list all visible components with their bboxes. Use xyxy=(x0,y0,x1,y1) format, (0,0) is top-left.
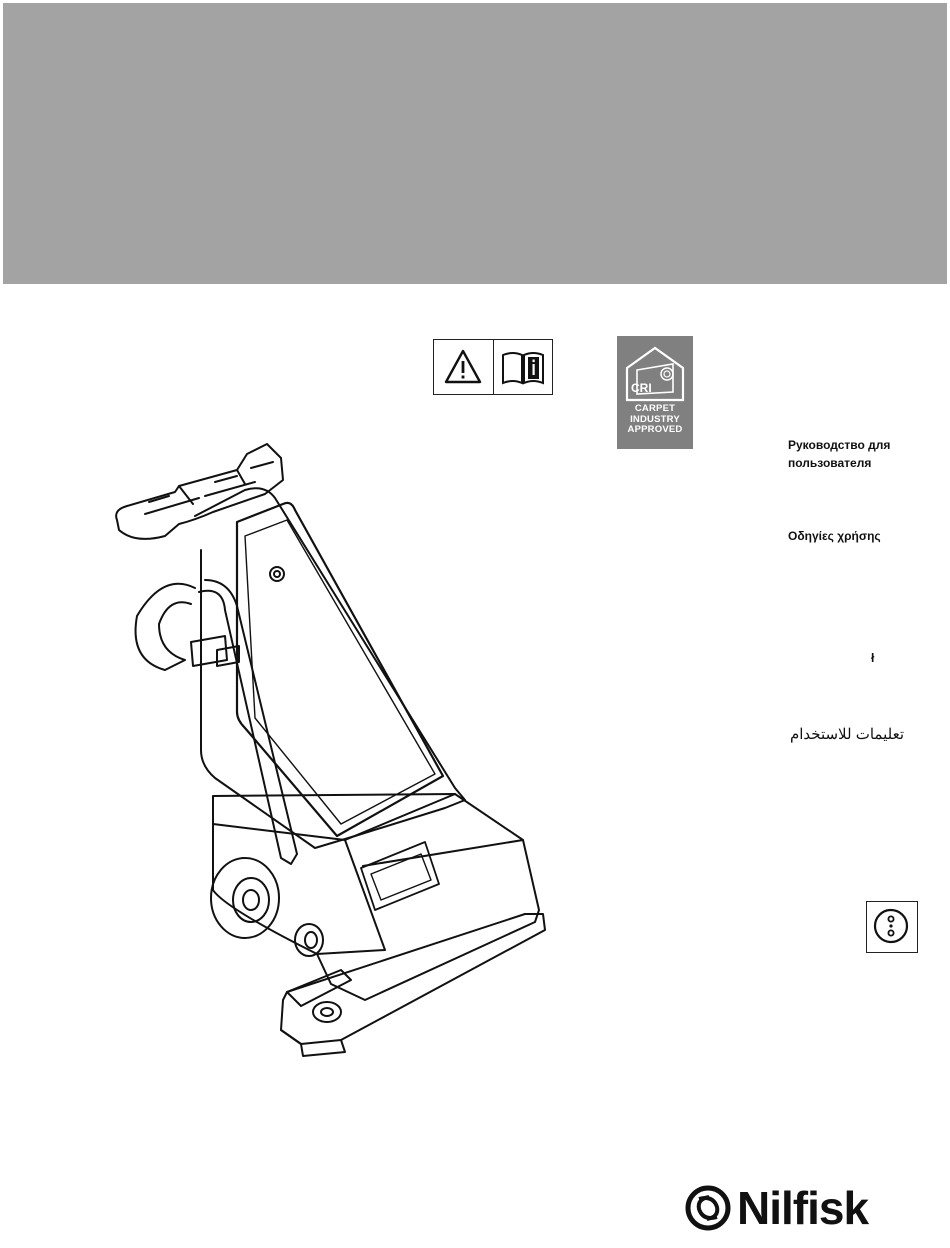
nilfisk-swirl-icon xyxy=(685,1185,731,1231)
language-label-arabic: تعليمات للاستخدام xyxy=(789,726,904,743)
language-label-greek: Οδηγίες χρήσης xyxy=(788,529,881,543)
svg-text:CRI: CRI xyxy=(631,381,652,395)
power-socket-icon xyxy=(866,901,918,953)
brand-name: Nilfisk xyxy=(737,1182,869,1234)
language-label-russian: Руководство для пользователя xyxy=(788,438,891,470)
warning-triangle-icon xyxy=(434,340,493,394)
brand-logo xyxy=(685,1178,868,1238)
carpet-cleaner-illustration xyxy=(105,440,565,1060)
language-marker: ł xyxy=(871,651,875,665)
header-banner xyxy=(3,3,947,284)
safety-symbols xyxy=(433,339,553,395)
cri-badge xyxy=(617,336,693,449)
house-carpet-icon xyxy=(617,340,693,404)
read-manual-icon xyxy=(493,340,553,394)
cri-badge-text: CARPET INDUSTRY APPROVED xyxy=(627,403,683,435)
